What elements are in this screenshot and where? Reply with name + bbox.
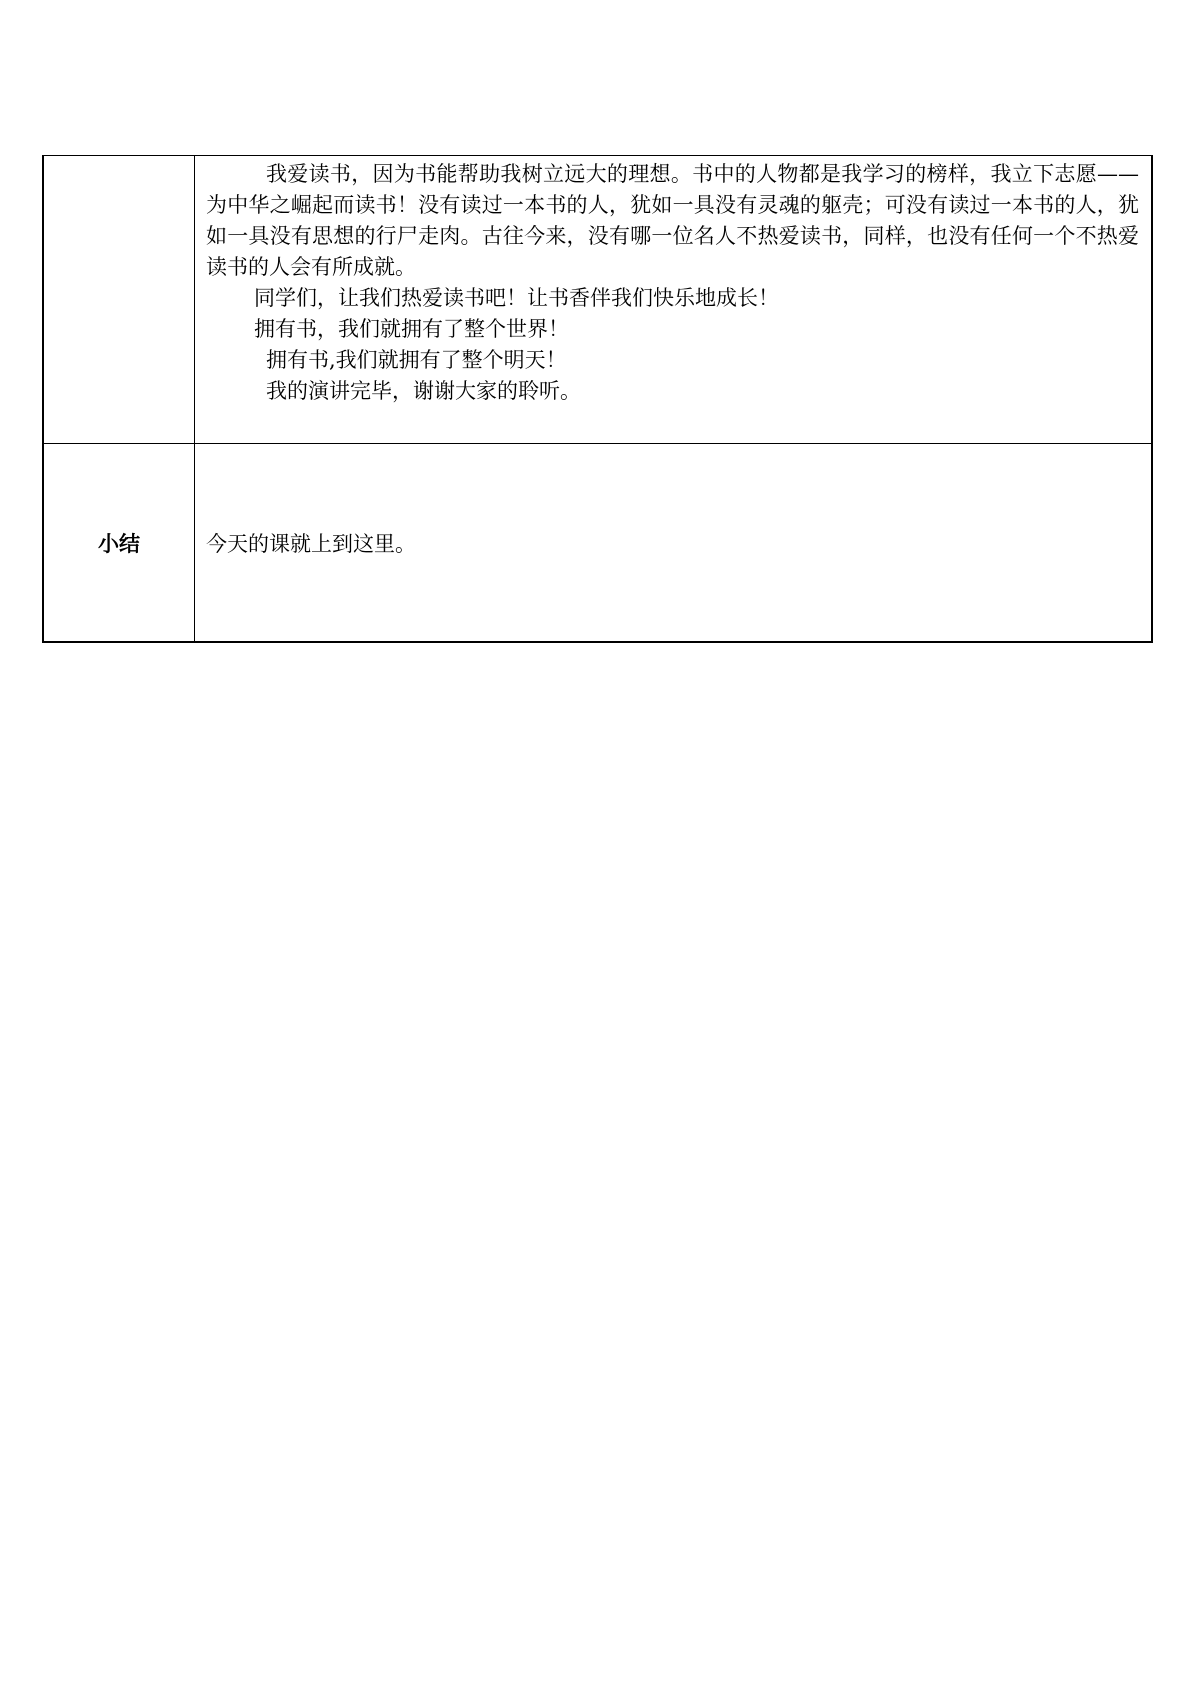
speech-paragraph-5: 我的演讲完毕，谢谢大家的聆听。 [266,379,581,403]
summary-text: 今天的课就上到这里。 [206,531,416,556]
summary-label: 小结 [98,531,140,556]
speech-row [43,156,1152,444]
speech-label-cell [43,156,195,444]
summary-label-cell [43,444,195,643]
summary-content-cell [195,444,1153,643]
summary-row [43,444,1152,643]
speech-paragraph-2: 同学们，让我们热爱读书吧！让书香伴我们快乐地成长！ [254,286,779,310]
speech-paragraph-3: 拥有书，我们就拥有了整个世界！ [254,317,569,341]
speech-content-cell [195,156,1153,444]
speech-paragraph-4: 拥有书,我们就拥有了整个明天！ [266,348,567,372]
speech-paragraph-1: 我爱读书，因为书能帮助我树立远大的理想。书中的人物都是我学习的榜样，我立下志愿——为中华之崛起而读书！没有读过一本书的人，犹如一具没有灵魂的躯壳；可没有读过一本书的人，犹如一具没有思想的行尸走肉。古往今来，没有哪一位名人不热爱读书，同样，也没有任何一个不热爱读书的人会有所成就。 [206,162,1139,279]
lesson-table [42,155,1153,643]
